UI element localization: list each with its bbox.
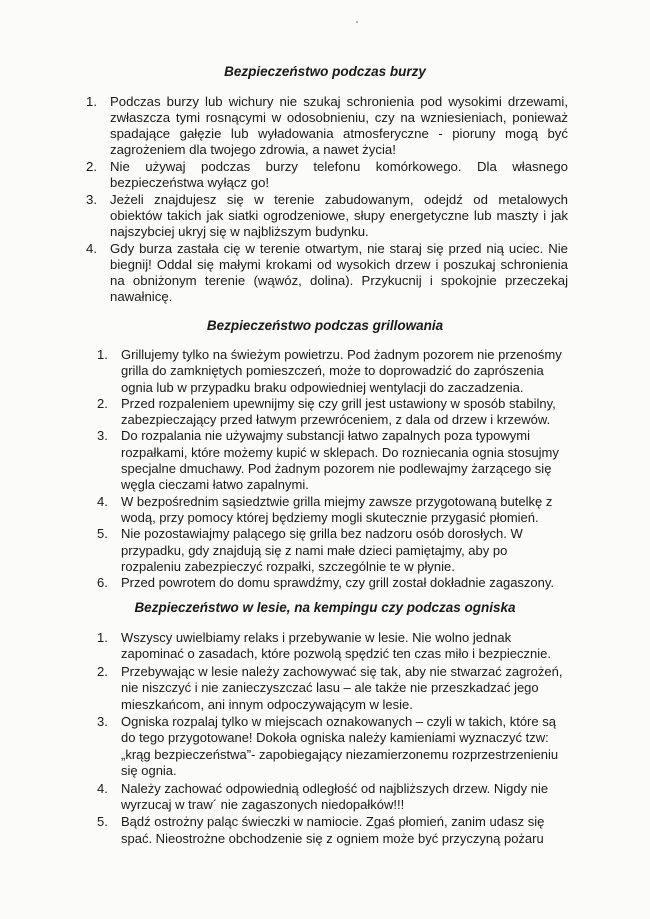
item-text: Należy zachować odpowiednią odległość od najbliższych drzew. Nigdy nie wyrzucaj w traw´ nie zagaszonych niedopałków!!! bbox=[121, 780, 549, 813]
item-text: Przed powrotem do domu sprawdźmy, czy grill został dokładnie zagaszony. bbox=[121, 575, 555, 591]
storm-safety-list bbox=[86, 94, 568, 306]
section-title: Bezpieczeństwo podczas burzy bbox=[224, 64, 426, 79]
section-title: Bezpieczeństwo podczas grillowania bbox=[206, 318, 444, 333]
item-number: 1. bbox=[97, 630, 108, 645]
scan-speck bbox=[356, 21, 358, 23]
list-item bbox=[97, 814, 573, 847]
forest-safety-list bbox=[97, 630, 573, 848]
item-number: 4. bbox=[86, 241, 97, 256]
list-item bbox=[97, 663, 573, 713]
list-item bbox=[97, 630, 573, 663]
item-number: 1. bbox=[97, 347, 108, 362]
item-text: Gdy burza zastała cię w terenie otwartym, nie staraj się przed nią uciec. Nie biegnij! Oddal się małymi krokami od wysokich drzew i poszukaj schronienia na obniżonym terenie (wąwóz, dolina). Przykucnij i spokojnie przeczekaj nawałnicę. bbox=[110, 241, 568, 304]
list-item bbox=[97, 526, 569, 575]
list-item bbox=[97, 428, 569, 493]
item-number: 4. bbox=[97, 493, 108, 509]
list-item bbox=[86, 241, 568, 305]
item-number: 2. bbox=[86, 159, 97, 174]
item-text: Do rozpalania nie używajmy substancji łatwo zapalnych poza typowymi rozpałkami, które możemy kupić w sklepach. Do rozniecania ognia stosujmy specjalne dmuchawy. Pod żadnym pozorem nie podlewajmy żarzącego się węgla cieczami łatwo zapalnymi. bbox=[121, 428, 559, 493]
list-item bbox=[97, 347, 569, 396]
item-text: Jeżeli znajdujesz się w terenie zabudowanym, odejdź od metalowych obiektów takich jak siatki ogrodzeniowe, słupy energetyczne lub maszty i jak najszybciej ukryj się w najbliższym budynku. bbox=[110, 192, 568, 239]
item-number: 5. bbox=[97, 526, 108, 542]
item-text: Przebywając w lesie należy zachowywać się tak, aby nie stwarzać zagrożeń, nie niszczyć i nie zanieczyszczać lasu – ale także nie przeszkadzać jego mieszkańcom, ani innym odpoczywającym w lesie. bbox=[121, 663, 563, 712]
item-text: W bezpośrednim sąsiedztwie grilla miejmy zawsze przygotowaną butelkę z wodą, przy pomocy której będziemy mogli skutecznie przygasić płomień. bbox=[121, 493, 553, 525]
list-item bbox=[97, 395, 569, 429]
item-number: 4. bbox=[97, 780, 108, 796]
item-text: Nie używaj podczas burzy telefonu komórkowego. Dla własnego bezpieczeństwa wyłącz go! bbox=[110, 159, 568, 190]
item-text: Podczas burzy lub wichury nie szukaj schronienia pod wysokimi drzewami, zwłaszcza tymi rosnącymi w odosobnieniu, czy na wzniesieniach, ponieważ spadające gałęzie lub wyładowania atmosferyczne - pioruny mogą być zagrożeniem dla twojego zdrowia, a nawet życia! bbox=[110, 94, 568, 157]
item-number: 3. bbox=[97, 714, 108, 730]
item-number: 6. bbox=[97, 575, 108, 591]
section-title: Bezpieczeństwo w lesie, na kempingu czy podczas ogniska bbox=[134, 600, 516, 615]
item-text: Bądź ostrożny paląc świeczki w namiocie. Zgaś płomień, zanim udasz się spać. Nieostrożne obchodzenie się z ogniem może być przyczyną pożaru bbox=[121, 814, 545, 846]
grilling-safety-list bbox=[97, 347, 569, 591]
item-number: 3. bbox=[97, 428, 108, 444]
list-item bbox=[86, 192, 568, 240]
item-number: 5. bbox=[97, 814, 108, 830]
item-text: Grillujemy tylko na świeżym powietrzu. Pod żadnym pozorem nie przenośmy grilla do zamkniętych pomieszczeń, może to doprowadzić do zaprószenia ognia lub w przypadku braku odpowiedniej wentylacji do zaczadzenia. bbox=[121, 347, 562, 395]
item-number: 3. bbox=[86, 192, 97, 207]
list-item bbox=[86, 159, 568, 191]
list-item bbox=[97, 493, 569, 527]
item-number: 2. bbox=[97, 395, 108, 411]
item-text: Nie pozostawiajmy palącego się grilla bez nadzoru osób dorosłych. W przypadku, gdy znajdują się z nami małe dzieci pamiętajmy, aby po rozpaleniu zabezpieczyć rozpałki, szczególnie te w płynie. bbox=[121, 526, 523, 574]
item-number: 1. bbox=[86, 94, 97, 109]
list-item bbox=[97, 714, 573, 780]
item-number: 2. bbox=[97, 663, 108, 679]
item-text: Wszyscy uwielbiamy relaks i przebywanie w lesie. Nie wolno jednak zapominać o zasadach, które pozwolą spędzić ten czas miło i bezpiecznie. bbox=[121, 630, 551, 662]
list-item bbox=[86, 94, 568, 158]
list-item bbox=[97, 780, 573, 814]
list-item bbox=[97, 575, 569, 591]
item-text: Ogniska rozpalaj tylko w miejscach oznakowanych – czyli w takich, które są do tego przygotowane! Dokoła ogniska należy kamieniami wyznaczyć tzw: „krąg bezpieczeństwa”- zapobiegający niezamierzonemu rozprzestrzenieniu się ognia. bbox=[121, 714, 559, 779]
item-text: Przed rozpaleniem upewnijmy się czy grill jest ustawiony w sposób stabilny, zabezpieczający przed łatwym przewróceniem, z dala od drzew i krzewów. bbox=[121, 395, 556, 428]
